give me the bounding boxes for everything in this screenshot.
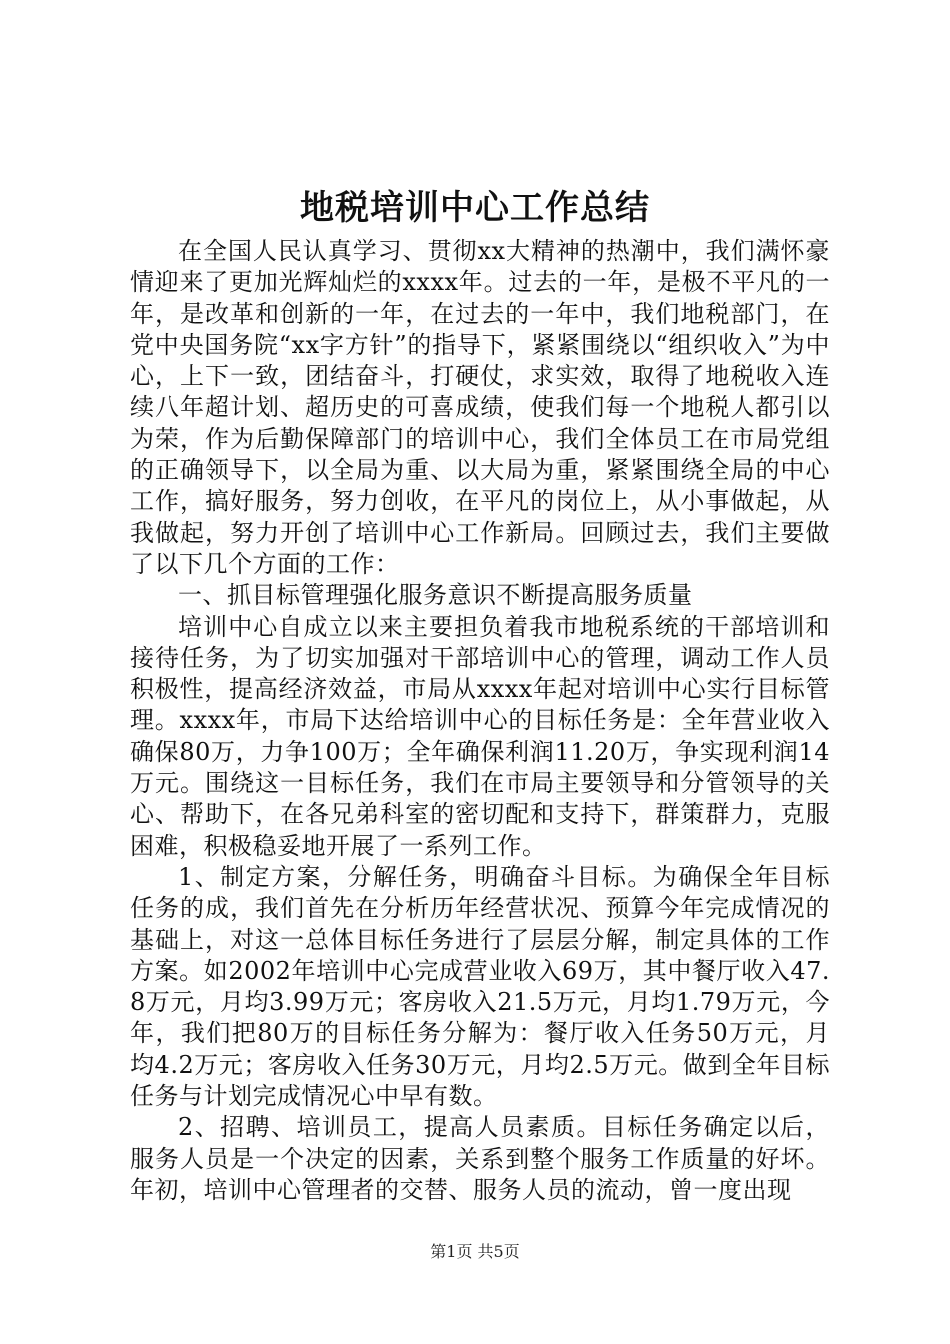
paragraph-item-1: 1、制定方案，分解任务，明确奋斗目标。为确保全年目标任务的成，我们首先在分析历年经营状况、预算今年完成情况的基础上，对这一总体目标任务进行了层层分解，制定具体的工作方案。如2002年培训中心完成营业收入69万，其中餐厅收入47.8万元，月均3.99万元；客房收入21.5万元，月均1.79万元，今年，我们把80万的目标任务分解为：餐厅收入任务50万元，月均4.2万元；客房收入任务30万元，月均2.5万元。做到全年目标任务与计划完成情况心中早有数。 bbox=[130, 862, 830, 1111]
paragraph-item-2: 2、招聘、培训员工，提高人员素质。目标任务确定以后，服务人员是一个决定的因素，关系到整个服务工作质量的好坏。年初，培训中心管理者的交替、服务人员的流动，曾一度出现 bbox=[130, 1113, 830, 1204]
paragraph-intro: 在全国人民认真学习、贯彻xx大精神的热潮中，我们满怀豪情迎来了更加光辉灿烂的xxxx年。过去的一年，是极不平凡的一年，是改革和创新的一年，在过去的一年中，我们地税部门，在党中央国务院“xx字方针”的指导下，紧紧围绕以“组织收入”为中心，上下一致，团结奋斗，打硬仗，求实效，取得了地税收入连续八年超计划、超历史的可喜成绩，使我们每一个地税人都引以为荣，作为后勤保障部门的培训中心，我们全体员工在市局党组的正确领导下，以全局为重、以大局为重，紧紧围绕全局的中心工作，搞好服务，努力创收，在平凡的岗位上，从小事做起，从我做起，努力开创了培训中心工作新局。回顾过去，我们主要做了以下几个方面的工作： bbox=[130, 237, 830, 578]
section-heading-1: 一、抓目标管理强化服务意识不断提高服务质量 bbox=[178, 581, 693, 610]
document-body bbox=[130, 236, 830, 1206]
document-title: 地税培训中心工作总结 bbox=[300, 188, 650, 228]
paragraph-section-1: 培训中心自成立以来主要担负着我市地税系统的干部培训和接待任务，为了切实加强对干部培训中心的管理，调动工作人员积极性，提高经济效益，市局从xxxx年起对培训中心实行目标管理。xxxx年，市局下达给培训中心的目标任务是：全年营业收入确保80万，力争100万；全年确保利润11.20万，争实现利润14万元。围绕这一目标任务，我们在市局主要领导和分管领导的关心、帮助下，在各兄弟科室的密切配和支持下，群策群力，克服困难，积极稳妥地开展了一系列工作。 bbox=[130, 612, 830, 860]
page-indicator: 第1页 共5页 bbox=[430, 1242, 520, 1261]
